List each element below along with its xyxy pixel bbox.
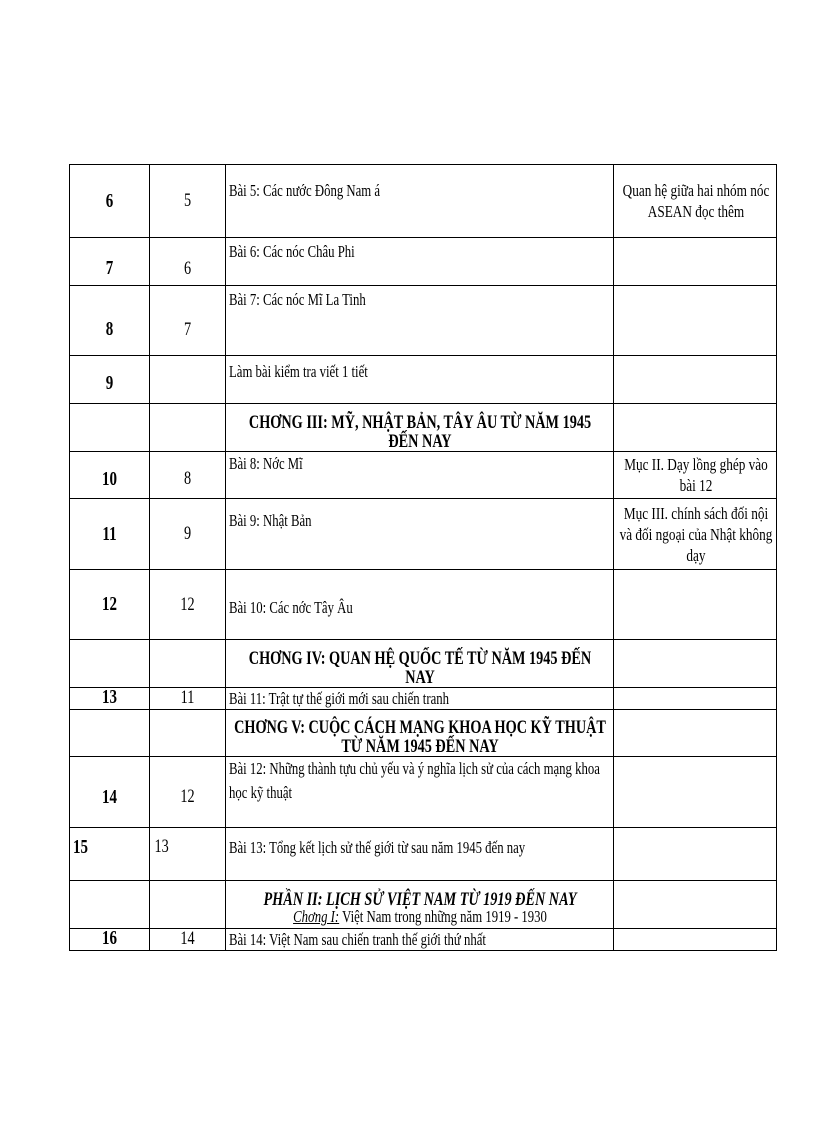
period-cell — [150, 710, 226, 757]
table-row — [70, 570, 777, 640]
part-heading: PHẦN II: LỊCH SỬ VIỆT NAM TỪ 1919 ĐẾN NAY Chơng I: Việt Nam trong những năm 1919 - 1930 — [226, 881, 614, 929]
lesson-cell: Bài 11: Trật tự thế giới mới sau chiến tranh — [226, 688, 614, 710]
lesson-cell: Bài 12: Những thành tựu chủ yếu và ý nghĩa lịch sử của cách mạng khoa học kỹ thuật — [226, 757, 614, 828]
week-cell: 9 — [70, 356, 150, 404]
note-cell — [614, 710, 777, 757]
period-cell: 5 — [150, 165, 226, 238]
table-row — [70, 757, 777, 828]
lesson-cell: Bài 14: Việt Nam sau chiến tranh thế giới thứ nhất — [226, 929, 614, 951]
week-cell: 12 — [70, 570, 150, 640]
note-cell — [614, 286, 777, 356]
note-cell — [614, 828, 777, 881]
period-cell: 7 — [150, 286, 226, 356]
note-cell — [614, 356, 777, 404]
note-cell — [614, 929, 777, 951]
lesson-cell: Bài 13: Tổng kết lịch sử thế giới từ sau năm 1945 đến nay — [226, 828, 614, 881]
table-row — [70, 452, 777, 499]
chapter-heading: CHƠNG III: MỸ, NHẬT BẢN, TÂY ÂU TỪ NĂM 1945 ĐẾN NAY — [226, 404, 614, 452]
chapter-row — [70, 640, 777, 688]
note-cell — [614, 640, 777, 688]
table-row — [70, 929, 777, 951]
table-row — [70, 688, 777, 710]
curriculum-table — [69, 164, 777, 951]
table-row — [70, 499, 777, 570]
chapter-heading: CHƠNG V: CUỘC CÁCH MẠNG KHOA HỌC KỸ THUẬT TỪ NĂM 1945 ĐẾN NAY — [226, 710, 614, 757]
note-cell: Mục III. chính sách đối nội và đối ngoại của Nhật không dạy — [614, 499, 777, 570]
period-cell — [150, 881, 226, 929]
lesson-cell: Bài 10: Các nớc Tây Âu — [226, 570, 614, 640]
week-cell: 13 — [70, 688, 150, 710]
note-cell: Mục II. Dạy lồng ghép vào bài 12 — [614, 452, 777, 499]
note-cell — [614, 238, 777, 286]
part-row — [70, 881, 777, 929]
week-cell — [70, 881, 150, 929]
table-row — [70, 238, 777, 286]
week-cell: 14 — [70, 757, 150, 828]
table-row — [70, 828, 777, 881]
period-cell — [150, 640, 226, 688]
table-row — [70, 165, 777, 238]
note-cell — [614, 757, 777, 828]
period-cell — [150, 356, 226, 404]
week-cell — [70, 404, 150, 452]
note-cell — [614, 688, 777, 710]
chapter-subheading: Chơng I: Việt Nam trong những năm 1919 - 1930 — [293, 906, 547, 926]
week-cell: 10 — [70, 452, 150, 499]
period-cell — [150, 404, 226, 452]
period-cell: 12 — [150, 570, 226, 640]
period-cell: 8 — [150, 452, 226, 499]
note-cell — [614, 404, 777, 452]
week-cell — [70, 710, 150, 757]
week-cell: 16 — [70, 929, 150, 951]
note-cell — [614, 881, 777, 929]
note-cell — [614, 570, 777, 640]
week-cell: 8 — [70, 286, 150, 356]
week-cell — [70, 640, 150, 688]
lesson-cell: Bài 8: Nớc Mĩ — [226, 452, 614, 499]
period-cell: 12 — [150, 757, 226, 828]
period-cell: 9 — [150, 499, 226, 570]
chapter-row — [70, 404, 777, 452]
lesson-cell: Bài 9: Nhật Bản — [226, 499, 614, 570]
lesson-cell: Bài 7: Các nóc Mĩ La Tinh — [226, 286, 614, 356]
lesson-cell: Bài 5: Các nước Đông Nam á — [226, 165, 614, 238]
period-cell: 6 — [150, 238, 226, 286]
chapter-heading: CHƠNG IV: QUAN HỆ QUỐC TẾ TỪ NĂM 1945 ĐẾN NAY — [226, 640, 614, 688]
chapter-row — [70, 710, 777, 757]
period-cell: 11 — [150, 688, 226, 710]
period-cell: 13 — [150, 828, 226, 881]
note-cell: Quan hệ giữa hai nhóm nóc ASEAN đọc thêm — [614, 165, 777, 238]
period-cell: 14 — [150, 929, 226, 951]
table-row — [70, 356, 777, 404]
week-cell: 6 — [70, 165, 150, 238]
week-cell: 15 — [70, 828, 150, 881]
lesson-cell: Bài 6: Các nóc Châu Phi — [226, 238, 614, 286]
table-row — [70, 286, 777, 356]
week-cell: 11 — [70, 499, 150, 570]
lesson-cell: Làm bài kiểm tra viết 1 tiết — [226, 356, 614, 404]
week-cell: 7 — [70, 238, 150, 286]
